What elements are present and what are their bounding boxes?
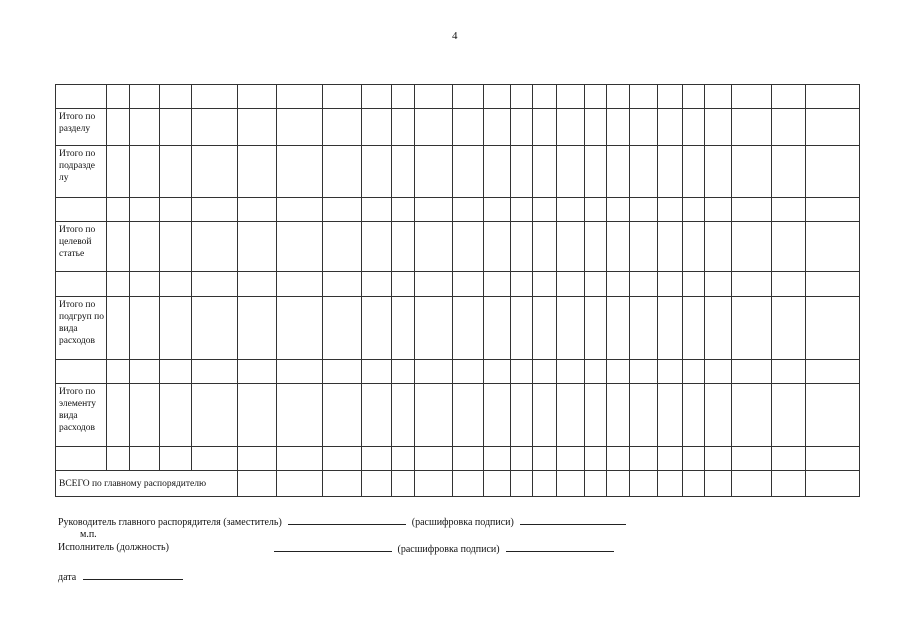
- table-cell: [533, 272, 557, 297]
- table-cell: [705, 297, 732, 360]
- table-cell: [323, 146, 362, 198]
- table-cell: [557, 85, 585, 109]
- table-cell: [192, 146, 238, 198]
- table-cell: [238, 222, 277, 272]
- table-cell: [607, 222, 630, 272]
- table-cell: [392, 222, 415, 272]
- table-cell: [160, 85, 192, 109]
- table-cell: [277, 109, 323, 146]
- table-cell: [630, 360, 658, 384]
- table-cell: [484, 198, 511, 222]
- table-cell: [732, 384, 772, 447]
- table-cell: [557, 471, 585, 497]
- table-cell: [683, 272, 705, 297]
- head-signature-line: [58, 515, 626, 528]
- table-cell: [585, 297, 607, 360]
- table-cell: [323, 85, 362, 109]
- table-cell: [585, 198, 607, 222]
- table-cell: [683, 109, 705, 146]
- table-cell: [533, 384, 557, 447]
- table-cell: [630, 384, 658, 447]
- table-cell: [607, 471, 630, 497]
- table-cell: [630, 85, 658, 109]
- table-cell: [705, 384, 732, 447]
- table-cell: [658, 146, 683, 198]
- table-cell: [658, 272, 683, 297]
- table-cell: [683, 360, 705, 384]
- table-cell: [511, 297, 533, 360]
- table-cell: [806, 198, 860, 222]
- table-cell: [484, 297, 511, 360]
- table-cell: [192, 109, 238, 146]
- head-label: Руководитель главного распорядителя (заместитель): [58, 517, 282, 528]
- table-cell: [533, 146, 557, 198]
- table-cell: [607, 146, 630, 198]
- table-cell: [511, 384, 533, 447]
- table-cell: [160, 384, 192, 447]
- table-row: [56, 447, 860, 471]
- table-cell: [484, 272, 511, 297]
- table-cell: [415, 146, 453, 198]
- table-cell: [362, 222, 392, 272]
- table-cell: [658, 85, 683, 109]
- table-cell: [607, 198, 630, 222]
- table-cell: [415, 109, 453, 146]
- table-cell: [238, 384, 277, 447]
- table-cell: [585, 447, 607, 471]
- table-cell: [557, 272, 585, 297]
- table-row: [56, 384, 860, 447]
- page-number: 4: [452, 30, 458, 42]
- table-cell: [683, 447, 705, 471]
- table-cell: [362, 471, 392, 497]
- table-cell: [484, 384, 511, 447]
- table-cell: [192, 272, 238, 297]
- table-cell: [415, 222, 453, 272]
- table-cell: [160, 222, 192, 272]
- table-cell: [238, 109, 277, 146]
- table-cell: [362, 272, 392, 297]
- table-cell: [415, 297, 453, 360]
- table-cell: [630, 109, 658, 146]
- stamp-label: м.п.: [80, 529, 97, 540]
- head-decode-blank[interactable]: [520, 515, 626, 525]
- table-cell: [392, 272, 415, 297]
- table-cell: [607, 109, 630, 146]
- table-cell: [732, 447, 772, 471]
- table-cell: [607, 384, 630, 447]
- table-cell: [238, 146, 277, 198]
- executor-decode-label: (расшифровка подписи): [397, 544, 500, 555]
- table-cell: [607, 297, 630, 360]
- table-cell: [277, 360, 323, 384]
- table-cell: [557, 109, 585, 146]
- table-cell: [658, 109, 683, 146]
- table-cell: [277, 85, 323, 109]
- executor-decode-blank[interactable]: [506, 542, 614, 552]
- table-cell: [630, 222, 658, 272]
- table-cell: [130, 146, 160, 198]
- table-cell: [630, 146, 658, 198]
- table-cell: [511, 447, 533, 471]
- table-cell: [557, 146, 585, 198]
- table-cell: [192, 85, 238, 109]
- table-cell: [772, 198, 806, 222]
- date-label: дата: [58, 572, 77, 583]
- table-cell: [732, 471, 772, 497]
- table-cell: [683, 146, 705, 198]
- table-cell: [533, 471, 557, 497]
- table-cell: [277, 384, 323, 447]
- table-cell: [323, 384, 362, 447]
- table-cell: [415, 447, 453, 471]
- table-cell: [362, 384, 392, 447]
- table-row: [56, 109, 860, 146]
- table-cell: [238, 272, 277, 297]
- table-cell: [683, 471, 705, 497]
- table-cell: [453, 198, 484, 222]
- table-row: [56, 198, 860, 222]
- table-cell: [533, 222, 557, 272]
- table-cell: [683, 384, 705, 447]
- table-cell: [806, 222, 860, 272]
- table-cell: [415, 471, 453, 497]
- date-blank[interactable]: [83, 570, 183, 580]
- table-cell: [557, 447, 585, 471]
- table-cell: [192, 297, 238, 360]
- table-cell: [415, 272, 453, 297]
- table-cell: [658, 198, 683, 222]
- table-cell: [323, 198, 362, 222]
- table-cell: [585, 146, 607, 198]
- grand-total-row: [56, 471, 860, 497]
- table-cell: [323, 222, 362, 272]
- table-cell: [772, 85, 806, 109]
- table-cell: [630, 447, 658, 471]
- table-cell: [533, 109, 557, 146]
- table-cell: [238, 297, 277, 360]
- table-cell: [130, 360, 160, 384]
- date-line: [58, 570, 183, 583]
- table-cell: [806, 109, 860, 146]
- table-row: [56, 146, 860, 198]
- table-cell: [392, 471, 415, 497]
- table-cell: [658, 471, 683, 497]
- table-cell: [705, 198, 732, 222]
- table-cell: [511, 198, 533, 222]
- table-cell: [658, 297, 683, 360]
- table-cell: [607, 272, 630, 297]
- table-cell: [511, 85, 533, 109]
- table-cell: [392, 297, 415, 360]
- table-cell: [130, 297, 160, 360]
- table-cell: [705, 85, 732, 109]
- table-cell: [453, 146, 484, 198]
- executor-signature-line: [274, 542, 614, 555]
- row-label-cell: Итого по подразде лу: [56, 146, 107, 198]
- table-cell: [732, 198, 772, 222]
- table-cell: [772, 384, 806, 447]
- table-cell: [392, 384, 415, 447]
- table-cell: [484, 360, 511, 384]
- table-cell: [107, 146, 130, 198]
- table-cell: [585, 85, 607, 109]
- budget-table: [55, 84, 860, 497]
- table-cell: [277, 146, 323, 198]
- table-cell: [607, 360, 630, 384]
- row-label-cell: Итого по подгруп по вида расходов: [56, 297, 107, 360]
- table-cell: [484, 109, 511, 146]
- table-cell: [585, 222, 607, 272]
- row-label-cell: Итого по элементу вида расходов: [56, 384, 107, 447]
- table-cell: [806, 272, 860, 297]
- table-cell: [392, 109, 415, 146]
- table-cell: [658, 447, 683, 471]
- row-label-cell: [56, 447, 107, 471]
- table-cell: [453, 222, 484, 272]
- table-cell: [732, 109, 772, 146]
- table-cell: [772, 146, 806, 198]
- table-cell: [160, 447, 192, 471]
- table-cell: [484, 146, 511, 198]
- table-cell: [453, 360, 484, 384]
- table-cell: [453, 109, 484, 146]
- table-cell: [705, 471, 732, 497]
- table-cell: [323, 471, 362, 497]
- table-cell: [772, 109, 806, 146]
- table-cell: [160, 297, 192, 360]
- table-cell: [107, 198, 130, 222]
- table-cell: [658, 222, 683, 272]
- table-cell: [238, 360, 277, 384]
- table-cell: [484, 222, 511, 272]
- table-cell: [238, 198, 277, 222]
- table-cell: [453, 471, 484, 497]
- table-row: [56, 85, 860, 109]
- table-cell: [130, 384, 160, 447]
- table-row: [56, 222, 860, 272]
- table-cell: [362, 146, 392, 198]
- executor-signature-blank[interactable]: [274, 542, 392, 552]
- table-cell: [277, 297, 323, 360]
- table-cell: [607, 85, 630, 109]
- table-cell: [323, 447, 362, 471]
- table-cell: [806, 471, 860, 497]
- table-cell: [107, 447, 130, 471]
- table-cell: [683, 85, 705, 109]
- table-cell: [484, 85, 511, 109]
- table-cell: [511, 146, 533, 198]
- table-cell: [192, 447, 238, 471]
- table-cell: [585, 384, 607, 447]
- table-cell: [732, 85, 772, 109]
- table-cell: [585, 109, 607, 146]
- table-cell: [511, 272, 533, 297]
- table-cell: [484, 471, 511, 497]
- table-cell: [277, 198, 323, 222]
- table-cell: [585, 471, 607, 497]
- table-cell: [392, 360, 415, 384]
- table-cell: [772, 222, 806, 272]
- head-signature-blank[interactable]: [288, 515, 406, 525]
- table-cell: [705, 109, 732, 146]
- table-cell: [160, 109, 192, 146]
- table-cell: [557, 198, 585, 222]
- table-cell: [130, 109, 160, 146]
- table-cell: [557, 384, 585, 447]
- row-label-cell: [56, 360, 107, 384]
- table-cell: [107, 85, 130, 109]
- table-cell: [362, 85, 392, 109]
- table-cell: [732, 360, 772, 384]
- table-cell: [238, 447, 277, 471]
- table-cell: [453, 297, 484, 360]
- table-cell: [705, 447, 732, 471]
- row-label-cell: [56, 85, 107, 109]
- table-cell: [238, 471, 277, 497]
- table-cell: [453, 85, 484, 109]
- table-cell: [160, 360, 192, 384]
- row-label-cell: [56, 198, 107, 222]
- table-cell: [630, 297, 658, 360]
- table-cell: [806, 146, 860, 198]
- table-cell: [277, 471, 323, 497]
- table-cell: [160, 272, 192, 297]
- table-cell: [732, 222, 772, 272]
- table-cell: [772, 447, 806, 471]
- table-cell: [392, 198, 415, 222]
- table-cell: [806, 360, 860, 384]
- table-row: [56, 297, 860, 360]
- table-cell: [130, 222, 160, 272]
- table-cell: [658, 384, 683, 447]
- table-cell: [238, 85, 277, 109]
- table-cell: [277, 222, 323, 272]
- table-cell: [683, 198, 705, 222]
- table-cell: [130, 272, 160, 297]
- table-cell: [130, 447, 160, 471]
- table-cell: [705, 360, 732, 384]
- table-cell: [585, 272, 607, 297]
- table-cell: [192, 384, 238, 447]
- table-cell: [705, 222, 732, 272]
- table-cell: [323, 109, 362, 146]
- table-cell: [192, 222, 238, 272]
- table-cell: [277, 447, 323, 471]
- row-label-cell: Итого по разделу: [56, 109, 107, 146]
- table-row: [56, 360, 860, 384]
- table-cell: [806, 85, 860, 109]
- table-cell: [585, 360, 607, 384]
- table-cell: [683, 297, 705, 360]
- table-cell: [772, 471, 806, 497]
- table-cell: [484, 447, 511, 471]
- table-cell: [511, 360, 533, 384]
- table-cell: [130, 85, 160, 109]
- table-cell: [772, 272, 806, 297]
- table-cell: [107, 272, 130, 297]
- table-cell: [362, 297, 392, 360]
- table-cell: [806, 297, 860, 360]
- table-cell: [107, 222, 130, 272]
- table-cell: [533, 447, 557, 471]
- table-cell: [392, 85, 415, 109]
- table-cell: [511, 222, 533, 272]
- table-cell: [557, 222, 585, 272]
- table-cell: [415, 360, 453, 384]
- row-label-cell: Итого по целевой статье: [56, 222, 107, 272]
- table-cell: [630, 272, 658, 297]
- table-cell: [192, 198, 238, 222]
- table-cell: [453, 384, 484, 447]
- table-cell: [392, 447, 415, 471]
- table-cell: [323, 272, 362, 297]
- table-cell: [362, 360, 392, 384]
- executor-label: Исполнитель (должность): [58, 542, 169, 553]
- table-cell: [658, 360, 683, 384]
- table-cell: [277, 272, 323, 297]
- table-cell: [533, 297, 557, 360]
- table-cell: [323, 360, 362, 384]
- table-cell: [806, 384, 860, 447]
- table-cell: [806, 447, 860, 471]
- table-cell: [323, 297, 362, 360]
- table-cell: [732, 297, 772, 360]
- table-cell: [732, 146, 772, 198]
- table-cell: [683, 222, 705, 272]
- table-cell: [415, 85, 453, 109]
- table-cell: [453, 447, 484, 471]
- table-cell: [533, 198, 557, 222]
- table-cell: [107, 109, 130, 146]
- table-cell: [511, 471, 533, 497]
- table-cell: [607, 447, 630, 471]
- table-cell: [130, 198, 160, 222]
- table-cell: [362, 198, 392, 222]
- table-cell: [160, 146, 192, 198]
- table-cell: [772, 297, 806, 360]
- head-decode-label: (расшифровка подписи): [411, 517, 514, 528]
- table-cell: [630, 471, 658, 497]
- table-cell: [192, 360, 238, 384]
- table-cell: [732, 272, 772, 297]
- table-cell: [107, 297, 130, 360]
- table-cell: [362, 109, 392, 146]
- table-cell: [772, 360, 806, 384]
- table-row: [56, 272, 860, 297]
- row-label-cell: [56, 272, 107, 297]
- table-cell: [557, 360, 585, 384]
- table-cell: [511, 109, 533, 146]
- table-cell: [630, 198, 658, 222]
- table-cell: [362, 447, 392, 471]
- table-cell: [705, 272, 732, 297]
- table-cell: [392, 146, 415, 198]
- table-cell: [107, 360, 130, 384]
- table-cell: [453, 272, 484, 297]
- table-cell: [533, 85, 557, 109]
- table-cell: [415, 198, 453, 222]
- grand-total-label: ВСЕГО по главному распорядителю: [56, 471, 238, 497]
- table-cell: [557, 297, 585, 360]
- table-cell: [705, 146, 732, 198]
- table-cell: [107, 384, 130, 447]
- table-cell: [415, 384, 453, 447]
- table-cell: [533, 360, 557, 384]
- table-cell: [160, 198, 192, 222]
